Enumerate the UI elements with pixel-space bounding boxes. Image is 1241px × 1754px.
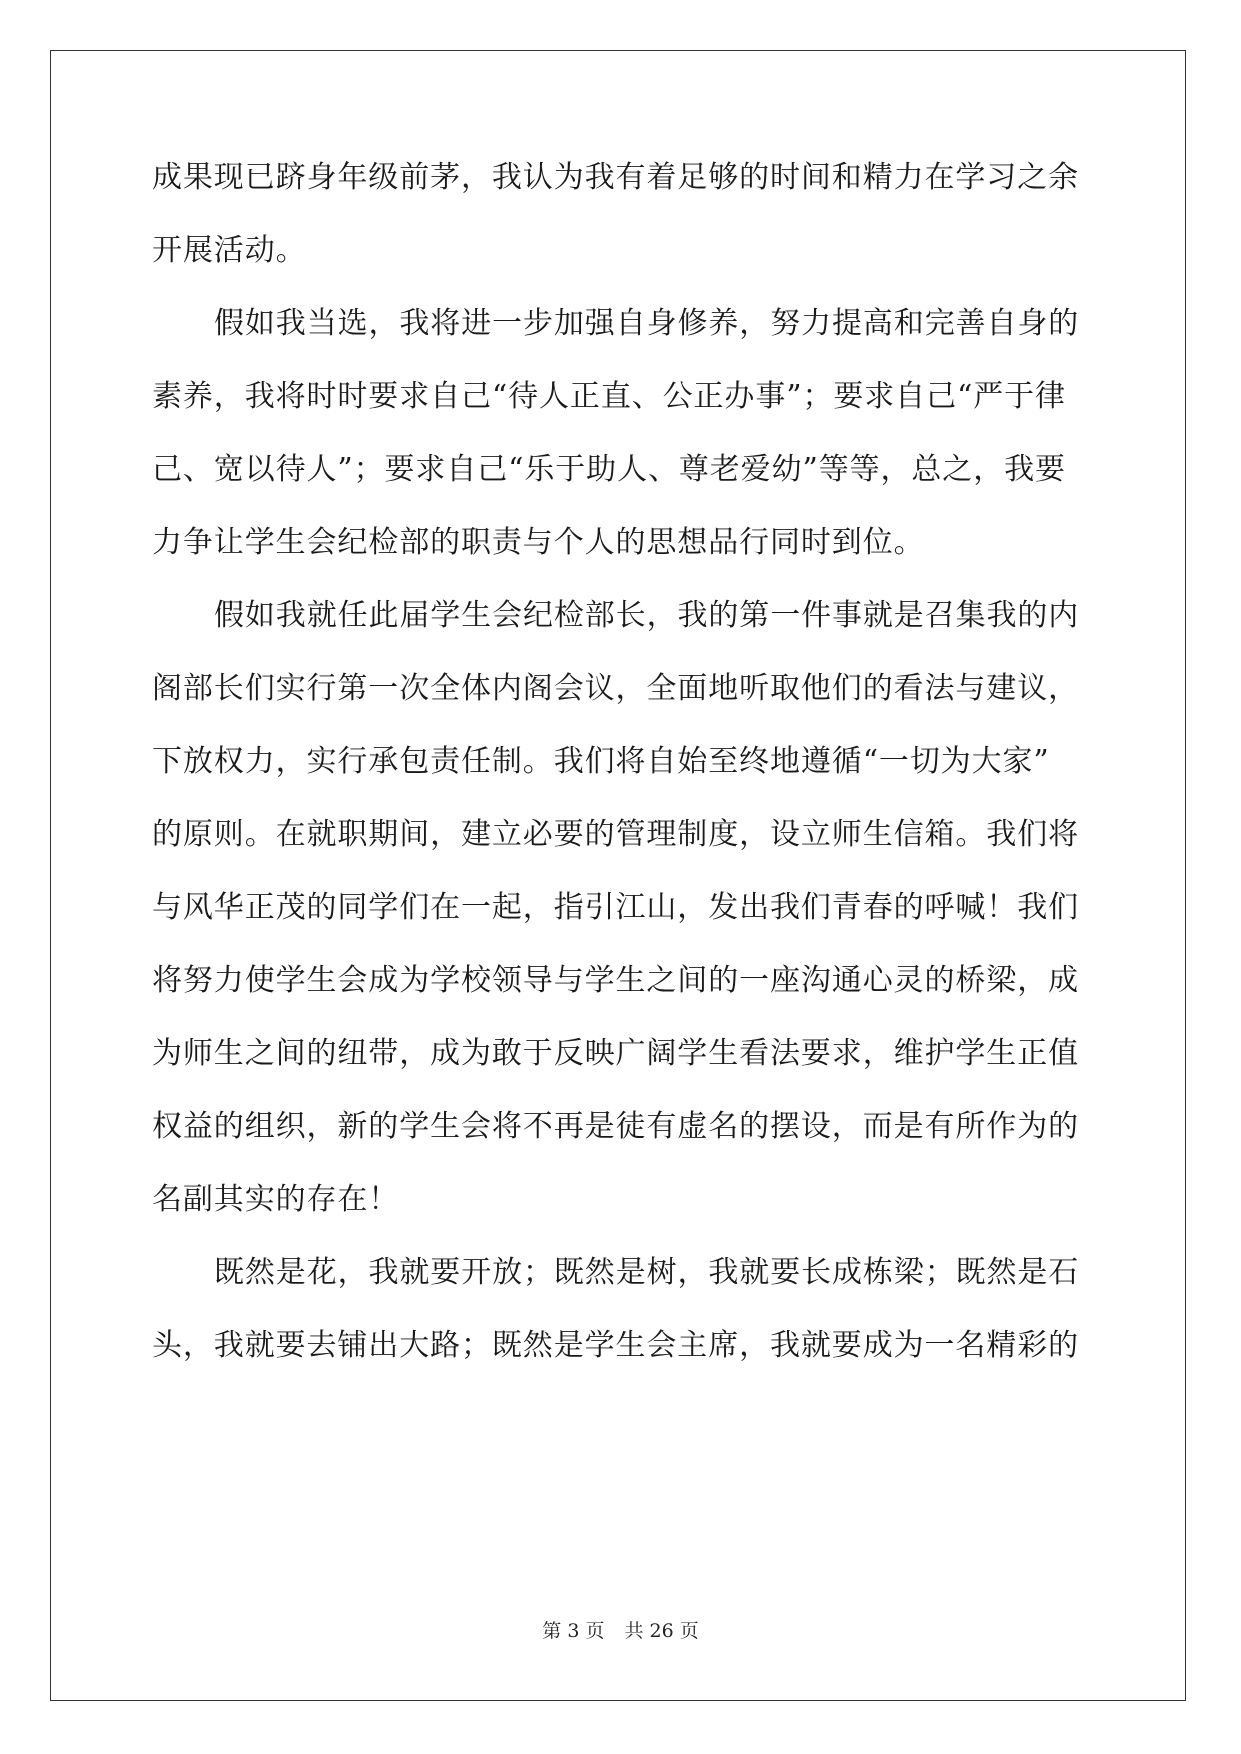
text-line: 头，我就要去铺出大路；既然是学生会主席，我就要成为一名精彩的: [152, 1328, 1079, 1363]
text-line: 开展活动。: [152, 233, 307, 268]
text-line: 的原则。在就职期间，建立必要的管理制度，设立师生信箱。我们将: [152, 817, 1079, 852]
total-pages: 共 26 页: [624, 1620, 699, 1642]
paragraph-first-line: 假如我当选，我将进一步加强自身修养，努力提高和完善自身的: [214, 306, 1080, 341]
text-line: 下放权力，实行承包责任制。我们将自始至终地遵循“一切为大家”: [152, 744, 1050, 779]
text-line: 权益的组织，新的学生会将不再是徒有虚名的摆设，而是有所作为的: [152, 1109, 1079, 1144]
page-footer: [0, 1616, 1241, 1643]
text-line: 己、宽以待人”；要求自己“乐于助人、尊老爱幼”等等，总之，我要: [152, 452, 1066, 487]
text-line: 将努力使学生会成为学校领导与学生之间的一座沟通心灵的桥梁，成: [152, 963, 1079, 998]
text-line: 素养，我将时时要求自己“待人正直、公正办事”；要求自己“严于律: [152, 379, 1066, 414]
text-line: 为师生之间的纽带，成为敢于反映广阔学生看法要求，维护学生正值: [152, 1036, 1079, 1071]
text-line: 成果现已跻身年级前茅，我认为我有着足够的时间和精力在学习之余: [152, 160, 1079, 195]
text-line: 力争让学生会纪检部的职责与个人的思想品行同时到位。: [152, 525, 925, 560]
page-border: [50, 50, 1186, 1701]
paragraph-first-line: 既然是花，我就要开放；既然是树，我就要长成栋梁；既然是石: [214, 1255, 1080, 1290]
text-line: 阁部长们实行第一次全体内阁会议，全面地听取他们的看法与建议，: [152, 671, 1079, 706]
paragraph-first-line: 假如我就任此届学生会纪检部长，我的第一件事就是召集我的内: [214, 598, 1080, 633]
text-line: 名副其实的存在！: [152, 1182, 400, 1217]
text-line: 与风华正茂的同学们在一起，指引江山，发出我们青春的呼喊！我们: [152, 890, 1079, 925]
page-number: 第 3 页: [542, 1620, 605, 1642]
